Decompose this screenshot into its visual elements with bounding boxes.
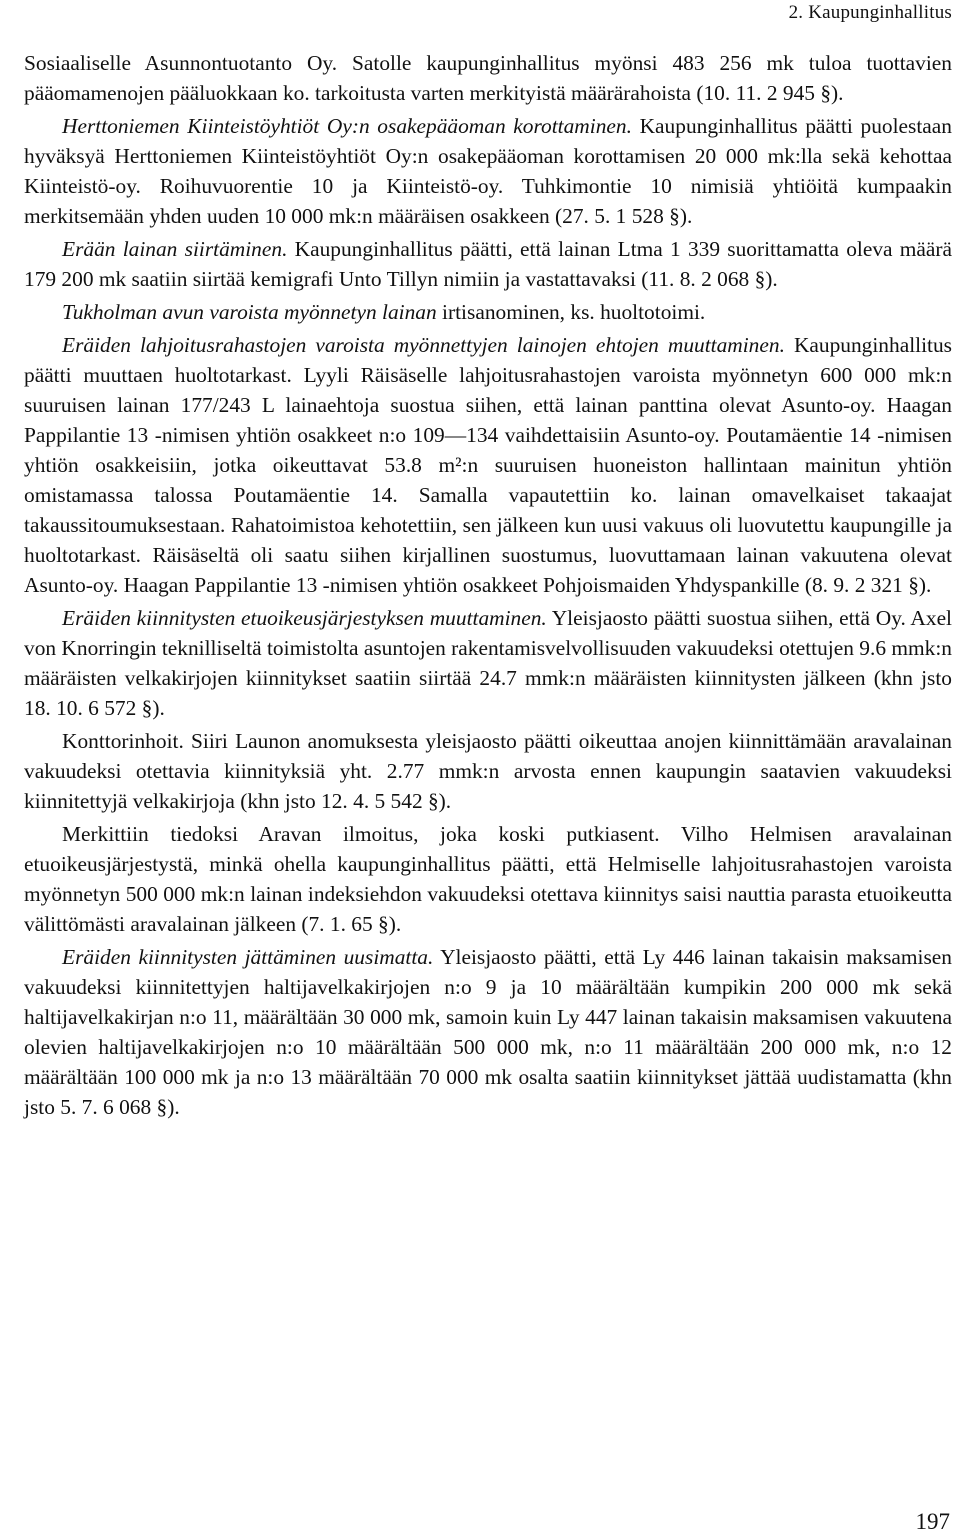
paragraph-text: Kaupunginhallitus päätti puolestaan hyväksyä Herttoniemen Kiinteistöyhtiöt Oy:n osakepääoman korottamisen 20 000 mk:lla sekä kehottaa Kiinteistö-oy. Roihuvuorentie 10 ja Kiinteistö-oy. Tuhkimontie 10 nimisiä yhtiöitä kumpaakin merkitsemään yhden uuden 10 000 mk:n määräisen osakkeen (27. 5. 1 528 §). bbox=[24, 114, 952, 228]
paragraph bbox=[24, 48, 952, 108]
paragraph bbox=[24, 819, 952, 939]
page-body bbox=[24, 48, 952, 1122]
running-head: 2. Kaupunginhallitus bbox=[788, 2, 952, 23]
paragraph-text: irtisanominen, ks. huoltotoimi. bbox=[436, 300, 706, 324]
paragraph-text: Yleisjaosto päätti, että Ly 446 lainan takaisin maksamisen vakuudeksi kiinnitettyjen haltijavelkakirjojen n:o 9 ja 10 määrältään kumpikin 200 000 mk sekä haltijavelkakirjan n:o 11, määrältään 30 000 mk, samoin kuin Ly 447 lainan takaisin maksamisen vakuutena olevien haltijavelkakirjojen n:o 10 määrältään 500 000 mk, n:o 11 määrältään 200 000 mk, n:o 12 määrältään 100 000 mk ja n:o 13 määrältään 70 000 mk osalta saatiin kiinnitykset jättää uudistamatta (khn jsto 5. 7. 6 068 §). bbox=[24, 945, 952, 1119]
paragraph-lead: Tukholman avun varoista myönnetyn lainan bbox=[62, 300, 437, 324]
paragraph-text: Kaupunginhallitus päätti muuttaen huoltotarkast. Lyyli Räisäselle lahjoitusrahastojen varoista myönnetyn 600 000 mk:n suuruisen lainan 177/243 L lainaehtoja suostua siihen, että lainan panttina olevat Asunto-oy. Haagan Pappilantie 13 -nimisen yhtiön osakkeet n:o 109—134 vaihdettaisiin Asunto-oy. Poutamäentie 14 -nimisen yhtiön osakkeisiin, jotka oikeuttavat 53.8 m²:n suuruisen huoneiston hallintaan mainitun yhtiön omistamassa talossa Poutamäentie 14. Samalla vapautettiin ko. lainan omavelkaiset takaajat takaussitoumuksestaan. Rahatoimistoa kehotettiin, sen jälkeen kun uusi vakuus oli luovutettu kaupungille ja huoltotarkast. Räisäseltä oli saatu siihen kirjallinen suostumus, luovuttamaan lainan vakuutena olevat Asunto-oy. Haagan Pappilantie 13 -nimisen yhtiön osakkeet Pohjoismaiden Yhdyspankille (8. 9. 2 321 §). bbox=[24, 333, 952, 597]
paragraph-text: Sosiaaliselle Asunnontuotanto Oy. Satolle kaupunginhallitus myönsi 483 256 mk tuloa tuottavien pääomamenojen pääluokkaan ko. tarkoitusta varten merkityistä määrärahoista (10. 11. 2 945 §). bbox=[24, 51, 952, 105]
page-number: 197 bbox=[915, 1509, 950, 1534]
paragraph bbox=[24, 726, 952, 816]
paragraph bbox=[24, 330, 952, 600]
paragraph bbox=[24, 234, 952, 294]
paragraph bbox=[24, 297, 952, 327]
paragraph bbox=[24, 111, 952, 231]
paragraph-text: Konttorinhoit. Siiri Launon anomuksesta yleisjaosto päätti oikeuttaa anojen kiinnittämään aravalainan vakuudeksi otettavia kiinnityksiä yht. 2.77 mmk:n arvosta ennen kaupungin saatavien vakuudeksi kiinnitettyjä velkakirjoja (khn jsto 12. 4. 5 542 §). bbox=[24, 729, 952, 813]
paragraph-lead: Erään lainan siirtäminen. bbox=[62, 237, 288, 261]
paragraph-lead: Herttoniemen Kiinteistöyhtiöt Oy:n osakepääoman korottaminen. bbox=[62, 114, 632, 138]
paragraph-lead: Eräiden kiinnitysten etuoikeusjärjestyksen muuttaminen. bbox=[62, 606, 547, 630]
paragraph bbox=[24, 603, 952, 723]
paragraph-text: Kaupunginhallitus päätti, että lainan Ltma 1 339 suorittamatta oleva määrä 179 200 mk saatiin siirtää kemigrafi Unto Tillyn nimiin ja vastattavaksi (11. 8. 2 068 §). bbox=[24, 237, 952, 291]
paragraph-text: Yleisjaosto päätti suostua siihen, että Oy. Axel von Knorringin teknilliseltä toimistolta asuntojen rakentamisvelvollisuuden vakuudeksi otettujen 9.6 mmk:n määräisten velkakirjojen kiinnitykset saatiin siirtää 24.7 mmk:n määräisten kiinnitysten jälkeen (khn jsto 18. 10. 6 572 §). bbox=[24, 606, 953, 720]
paragraph bbox=[24, 942, 952, 1122]
paragraph-lead: Eräiden lahjoitusrahastojen varoista myönnettyjen lainojen ehtojen muuttaminen. bbox=[62, 333, 785, 357]
paragraph-text: Merkittiin tiedoksi Aravan ilmoitus, joka koski putkiasent. Vilho Helmisen aravalainan etuoikeusjärjestystä, minkä ohella kaupunginhallitus päätti, että Helmiselle lahjoitusrahastojen varoista myönnetyn 500 000 mk:n lainan indeksiehdon vakuudeksi otettava kiinnitys saisi nauttia parasta etuoikeutta välittömästi aravalainan jälkeen (7. 1. 65 §). bbox=[24, 822, 952, 936]
paragraph-lead: Eräiden kiinnitysten jättäminen uusimatta. bbox=[62, 945, 434, 969]
